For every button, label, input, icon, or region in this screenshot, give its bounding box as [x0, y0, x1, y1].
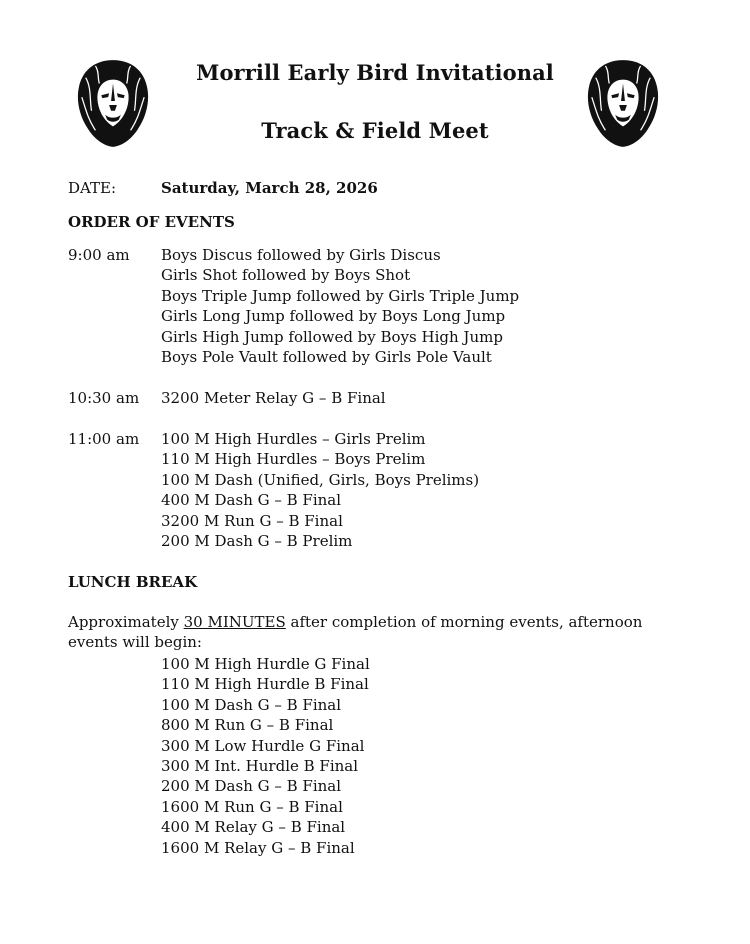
event-item: 100 M High Hurdle G Final — [161, 655, 370, 673]
event-item: Boys Discus followed by Girls Discus — [161, 246, 441, 264]
event-item: 300 M Low Hurdle G Final — [161, 736, 365, 755]
date-value: Saturday, March 28, 2026 — [161, 179, 378, 197]
event-item: Girls Shot followed by Boys Shot — [161, 266, 411, 285]
order-of-events-heading: ORDER OF EVENTS — [68, 213, 235, 231]
date-label: DATE: — [68, 179, 117, 197]
event-item: 3200 Meter Relay G – B Final — [161, 389, 386, 407]
page-title: Morrill Early Bird Invitational — [196, 60, 554, 85]
session-time: 11:00 am — [68, 430, 140, 448]
session-events — [161, 429, 479, 551]
lunch-break-heading: LUNCH BREAK — [68, 573, 198, 591]
event-item: 100 M Dash G – B Final — [161, 695, 342, 714]
event-item: 200 M Dash G – B Prelim — [161, 532, 353, 551]
lunch-text-after: after completion of morning events, afternoon events will begin: — [68, 613, 643, 651]
event-item: 400 M Dash G – B Final — [161, 491, 342, 510]
lunch-text-before: Approximately — [68, 613, 184, 631]
afternoon-events — [161, 654, 370, 858]
session-time: 10:30 am — [68, 389, 140, 407]
lunch-duration: 30 MINUTES — [183, 613, 286, 631]
event-item: 200 M Dash G – B Final — [161, 777, 342, 796]
lunch-paragraph — [68, 612, 680, 652]
page-subtitle: Track & Field Meet — [261, 118, 489, 143]
event-item: 400 M Relay G – B Final — [161, 818, 346, 837]
event-item: Girls Long Jump followed by Boys Long Jump — [161, 307, 506, 326]
event-item: 100 M Dash (Unified, Girls, Boys Prelims) — [161, 470, 480, 489]
event-item: 110 M High Hurdles – Boys Prelim — [161, 450, 426, 469]
event-item: Boys Pole Vault followed by Girls Pole Vault — [161, 348, 492, 367]
event-item: 1600 M Run G – B Final — [161, 797, 343, 816]
event-item: 800 M Run G – B Final — [161, 716, 334, 735]
session-events — [161, 388, 386, 408]
event-item: 3200 M Run G – B Final — [161, 511, 343, 530]
session-events — [161, 245, 519, 367]
event-item: 100 M High Hurdles – Girls Prelim — [161, 430, 426, 448]
event-item: Girls High Jump followed by Boys High Jump — [161, 327, 503, 346]
event-item: Boys Triple Jump followed by Girls Triple Jump — [161, 286, 520, 305]
event-item: 110 M High Hurdle B Final — [161, 675, 369, 694]
event-item: 300 M Int. Hurdle B Final — [161, 757, 359, 776]
session-time: 9:00 am — [68, 246, 130, 264]
event-item: 1600 M Relay G – B Final — [161, 838, 355, 857]
